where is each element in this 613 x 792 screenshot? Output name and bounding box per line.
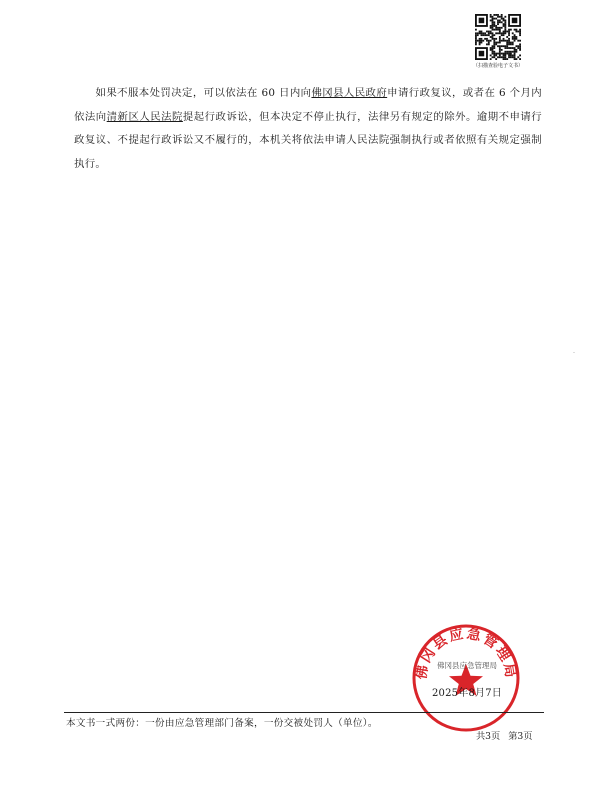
total-pages: 共3页 (476, 731, 501, 742)
remedy-text-3: 提起行政诉讼，但本决定不停止执行，法律另有规定的除外。逾期不申请行政复议、不提起行政诉讼又不履行的，本机关将依法申请人民法院强制执行或者依照有关规定强制执行。 (74, 110, 542, 170)
page-indicator (476, 728, 532, 742)
seal-issuer: 佛冈县应急管理局 (437, 661, 497, 670)
issue-date: 2025年8月7日 (432, 688, 502, 699)
remedy-text-1: 如果不服本处罚决定，可以依法在 60 日内向 (95, 87, 312, 99)
seal-ring-text: 佛冈县应急管理局 (413, 626, 519, 681)
official-seal (410, 622, 522, 734)
current-page: 第3页 (508, 731, 533, 742)
litigation-court: 清新区人民法院 (106, 110, 183, 123)
qr-code[interactable] (475, 14, 521, 60)
remedy-paragraph (74, 82, 542, 176)
qr-code-block (466, 14, 530, 69)
qr-caption: （扫描查验电子文书） (472, 63, 523, 69)
remedy-text-2: 申请行政复议，或者在 6 个月内依法向 (74, 87, 542, 123)
copies-note: 本文书一式两份：一份由应急管理部门备案，一份交被处罚人（单位）。 (66, 718, 378, 729)
scan-speck (573, 352, 575, 353)
footer-rule (64, 712, 544, 713)
review-authority: 佛冈县人民政府 (311, 87, 388, 99)
